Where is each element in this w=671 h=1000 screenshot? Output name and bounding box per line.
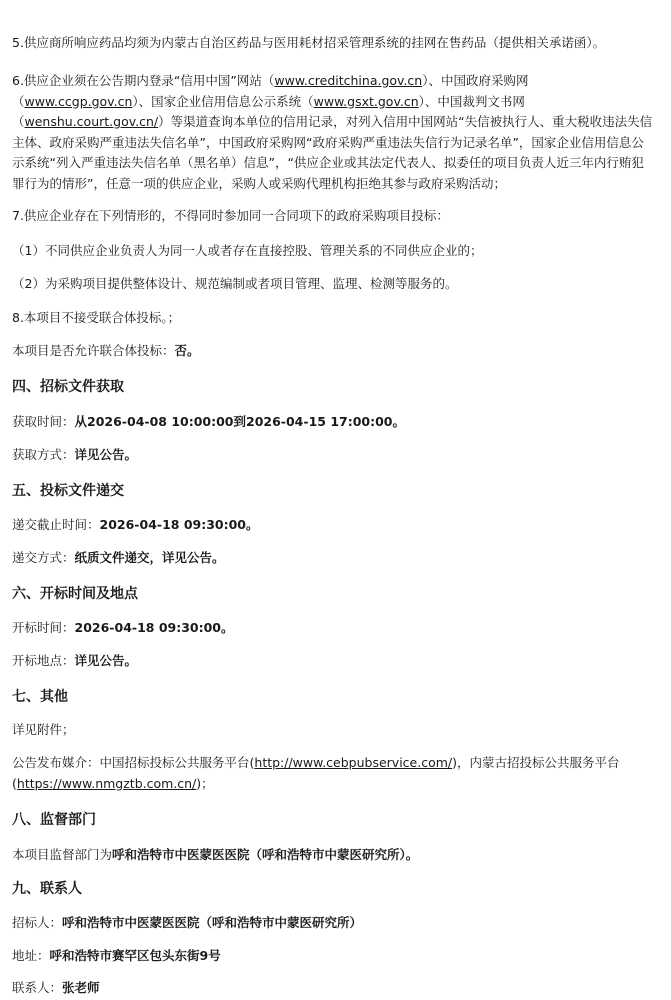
address: 地址：呼和浩特市赛罕区包头东街9号 bbox=[12, 948, 221, 963]
submit-method: 递交方式：纸质文件递交，详见公告。 bbox=[12, 550, 225, 565]
requirement-7-item-1: （1）不同供应企业负责人为同一人或者存在直接控股、管理关系的不同供应企业的； bbox=[12, 243, 483, 258]
contact-person: 联系人：张老师 bbox=[12, 980, 100, 995]
creditchina-link[interactable]: www.creditchina.gov.cn bbox=[274, 73, 423, 88]
requirement-5: 5.供应商所响应药品均须为内蒙古自治区药品与医用耗材招采管理系统的挂网在售药品（提供相关承诺函）。 bbox=[12, 35, 606, 50]
ccgp-link[interactable]: www.ccgp.gov.cn bbox=[24, 93, 133, 109]
wenshu-link[interactable]: wenshu.court.gov.cn/ bbox=[24, 114, 159, 129]
gsxt-link[interactable]: www.gsxt.gov.cn bbox=[313, 93, 419, 109]
supervision-dept: 本项目监督部门为呼和浩特市中医蒙医医院（呼和浩特市中蒙医研究所）。 bbox=[12, 847, 419, 862]
section-6-title: 六、开标时间及地点 bbox=[12, 586, 138, 602]
see-attachment: 详见附件； bbox=[12, 722, 75, 737]
opening-time: 开标时间：2026-04-18 09:30:00。 bbox=[12, 620, 234, 635]
obtain-method: 获取方式：详见公告。 bbox=[12, 447, 138, 462]
requirement-7: 7.供应企业存在下列情形的，不得同时参加同一合同项下的政府采购项目投标： bbox=[12, 208, 449, 223]
cebpubservice-link[interactable]: http://www.cebpubservice.com/ bbox=[254, 755, 453, 770]
section-5-title: 五、投标文件递交 bbox=[12, 483, 124, 499]
section-7-title: 七、其他 bbox=[12, 689, 68, 705]
joint-bid-line: 本项目是否允许联合体投标：否。 bbox=[12, 343, 200, 358]
requirement-8: 8.本项目不接受联合体投标。； bbox=[12, 310, 181, 325]
section-9-title: 九、联系人 bbox=[12, 881, 82, 897]
publish-media: 公告发布媒介：中国招标投标公共服务平台(http://www.cebpubservice.com/)，内蒙古招投标公共服务平台(https://www.nmgztb.com.cn/)； bbox=[12, 755, 620, 791]
requirement-7-item-2: （2）为采购项目提供整体设计、规范编制或者项目管理、监理、检测等服务的。 bbox=[12, 276, 458, 291]
requirement-6: 6.供应企业须在公告期内登录“信用中国”网站（www.creditchina.gov.cn）、中国政府采购网（www.ccgp.gov.cn）、国家企业信用信息公示系统（www.gsxt.gov.cn）、中国裁判文书网（wenshu.court.gov.cn/）等渠道查询本单位的信用记录，对列入信用中国网站“失信被执行人、重大税收违法失信主体、政府采购严重违法失信名单”，中国政府采购网“政府采购严重违法失信行为记录名单”，国家企业信用信息公示系统“列入严重违法失信名单（黑名单）信息”，“供应企业或其法定代表人、拟委任的项目负责人近三年内行贿犯罪行为的情形”，任意一项的供应企业，采购人或采购代理机构拒绝其参与政府采购活动； bbox=[12, 73, 653, 191]
joint-bid-value: 否。 bbox=[174, 343, 200, 358]
opening-place: 开标地点：详见公告。 bbox=[12, 653, 138, 668]
nmgztb-link[interactable]: https://www.nmgztb.com.cn/ bbox=[16, 775, 197, 791]
section-8-title: 八、监督部门 bbox=[12, 812, 96, 828]
section-4-title: 四、招标文件获取 bbox=[12, 379, 124, 395]
obtain-time: 获取时间：从2026-04-08 10:00:00到2026-04-15 17:00:00。 bbox=[12, 414, 405, 429]
submit-deadline: 递交截止时间：2026-04-18 09:30:00。 bbox=[12, 517, 259, 532]
tenderer: 招标人：呼和浩特市中医蒙医医院（呼和浩特市中蒙医研究所） bbox=[12, 915, 363, 930]
